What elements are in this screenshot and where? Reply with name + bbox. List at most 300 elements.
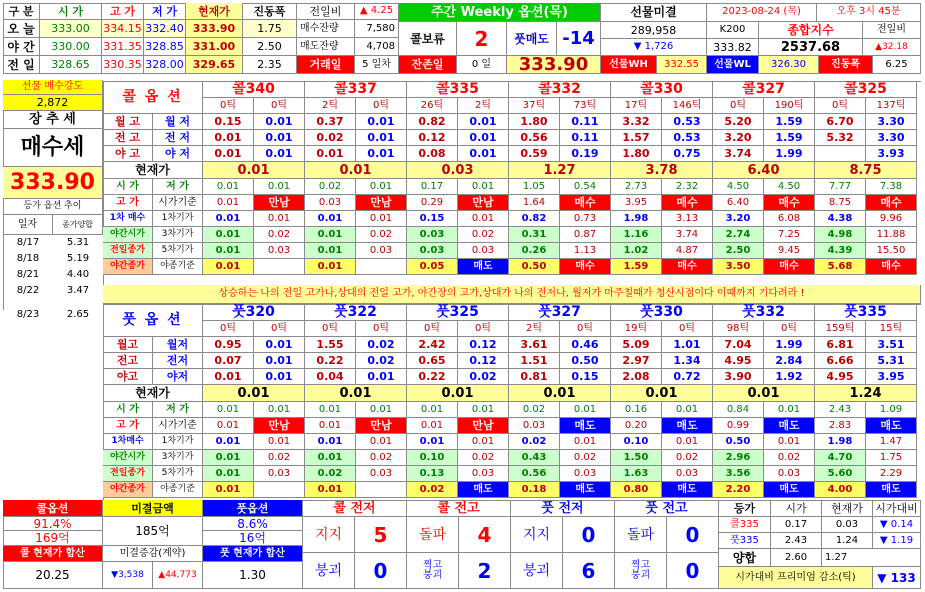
strike-high: 0.95	[203, 337, 254, 353]
m-label-b: 1차기가	[153, 434, 203, 450]
put-cnt: 16억	[203, 531, 303, 546]
k200: 333.82	[707, 39, 759, 56]
header-5: 진동폭	[243, 3, 297, 20]
row-value: 2.35	[243, 56, 297, 74]
strike-m-b: 매도	[662, 482, 713, 498]
signal-bot-label: 붕괴	[511, 553, 563, 589]
strike-low: 0.01	[356, 130, 407, 146]
strike-m-a: 3.56	[713, 466, 764, 482]
call-hold-label: 콜보류	[399, 22, 457, 56]
signal-title: 콜 전저	[303, 500, 407, 517]
strike-m-a: 0.01	[203, 482, 254, 498]
eq-head: 현재가	[822, 500, 873, 517]
strike-m-a: 2.96	[713, 450, 764, 466]
strike-highv: 0.01	[407, 418, 458, 434]
strike-high: 2.97	[611, 353, 662, 369]
strike-tick-a: 26틱	[407, 98, 458, 114]
strike-lowv: 0.54	[560, 179, 611, 195]
label-high: 전고	[103, 353, 153, 369]
tick-sum: 4.40	[66, 269, 90, 280]
strike-m-a: 0.18	[509, 482, 560, 498]
header-0: 구 분	[3, 3, 40, 20]
strike-name: 콜327	[713, 81, 815, 98]
strike-name: 풋320	[203, 304, 305, 321]
strike-m-b	[356, 482, 407, 498]
strike-tick-b: 0틱	[458, 321, 509, 337]
strike-low: 0.01	[254, 353, 305, 369]
signal-bot-label: 찍고 붕괴	[407, 553, 459, 589]
strike-low: 5.31	[866, 353, 917, 369]
strike-tick-b: 0틱	[254, 321, 305, 337]
strike-low: 0.01	[254, 130, 305, 146]
strike-high: 0.15	[203, 114, 254, 130]
strike-high: 1.57	[611, 130, 662, 146]
signal-top-label: 돌파	[407, 517, 459, 553]
header-6: 전일비	[297, 3, 355, 20]
strike-tick-a: 0틱	[407, 321, 458, 337]
strike-low: 3.51	[866, 337, 917, 353]
strike-high: 6.66	[815, 353, 866, 369]
strike-open: 0.01	[203, 179, 254, 195]
strike-low: 3.30	[866, 130, 917, 146]
strike-m-b: 4.87	[662, 243, 713, 259]
strike-m-b: 0.01	[356, 434, 407, 450]
strike-m-a: 0.02	[509, 434, 560, 450]
remain-day: 0 일	[457, 56, 507, 74]
strike-high: 0.56	[509, 130, 560, 146]
strike-highv: 0.01	[305, 418, 356, 434]
row-value: 328.85	[144, 38, 186, 56]
strike-current: 0.01	[509, 385, 611, 402]
row-label: 오 늘	[3, 20, 40, 38]
m-label-b: 야종기준	[153, 482, 203, 498]
m-label-b: 야종기준	[153, 259, 203, 275]
put-title: 풋 옵 션	[103, 304, 203, 337]
put-sum: 1.30	[203, 562, 303, 589]
prev-label: 전일비	[863, 22, 921, 39]
m-label-a: 1차 매수	[103, 211, 153, 227]
strike-low: 0.12	[458, 337, 509, 353]
row-value: 328.00	[144, 56, 186, 74]
put-sum-label: 풋 현재가 합산	[203, 546, 303, 562]
put-pct: 8.6%	[203, 517, 303, 531]
strike-m-a: 4.70	[815, 450, 866, 466]
strike-m-b: 0.03	[764, 466, 815, 482]
tick-date: 8/21	[16, 269, 40, 280]
m-label-a: 전일종가	[103, 466, 153, 482]
strike-current: 0.03	[407, 162, 509, 179]
strike-signal: 매수	[560, 195, 611, 211]
strike-m-a: 1.16	[611, 227, 662, 243]
strike-lowv: 0.01	[356, 179, 407, 195]
strike-low: 0.01	[356, 114, 407, 130]
tick-sum: 5.19	[66, 253, 90, 264]
strike-high: 0.01	[203, 369, 254, 385]
strike-high: 0.01	[203, 146, 254, 162]
trend: 매수세	[3, 129, 103, 167]
strike-m-b: 0.02	[458, 227, 509, 243]
open-change-label: 미결증감(계약)	[103, 546, 203, 562]
label-low: 전 저	[153, 130, 203, 146]
low-label: 저 가	[153, 179, 203, 195]
buy-remain-label: 매수잔량	[297, 20, 355, 38]
fut-open-change: ▼ 1,726	[601, 39, 707, 56]
strike-open: 0.02	[509, 402, 560, 418]
strike-m-a: 0.01	[203, 466, 254, 482]
strike-m-b: 매도	[764, 482, 815, 498]
row-value: 330.35	[102, 56, 144, 74]
strike-m-b: 매수	[764, 259, 815, 275]
strike-m-a: 4.39	[815, 243, 866, 259]
eq-cell: 0.17	[771, 517, 822, 533]
trade-day: 5 일차	[355, 56, 399, 74]
strike-m-a: 0.01	[203, 243, 254, 259]
strike-high: 4.95	[815, 369, 866, 385]
cur-label: 현재가	[103, 162, 203, 179]
strike-low: 0.53	[662, 114, 713, 130]
strike-m-a: 0.03	[407, 227, 458, 243]
eq-cell: 2.43	[771, 533, 822, 549]
put-sell: -14	[557, 22, 601, 56]
strike-m-a: 0.03	[407, 243, 458, 259]
signal-bot-value: 2	[459, 553, 511, 589]
tick-sum: 2.65	[66, 309, 90, 320]
strike-low: 0.01	[458, 146, 509, 162]
strike-tick-b: 73틱	[560, 98, 611, 114]
row-value: 331.00	[186, 38, 243, 56]
strike-low: 0.50	[560, 353, 611, 369]
strike-tick-a: 0틱	[203, 98, 254, 114]
strike-low: 0.02	[458, 369, 509, 385]
strike-m-b: 매수	[560, 259, 611, 275]
signal-top-label: 돌파	[615, 517, 667, 553]
strike-m-b: 매도	[458, 482, 509, 498]
strike-m-b: 0.01	[458, 211, 509, 227]
m-label-a: 야간종가	[103, 482, 153, 498]
row-value: 332.40	[144, 20, 186, 38]
strike-tick-a: 2틱	[305, 98, 356, 114]
cur-label: 현재가	[103, 385, 203, 402]
strike-name: 콜325	[815, 81, 917, 98]
strike-low: 0.02	[356, 353, 407, 369]
strike-name: 풋335	[815, 304, 917, 321]
dashboard	[3, 3, 921, 589]
high-label: 고 가	[103, 418, 153, 434]
strike-m-a: 0.01	[305, 482, 356, 498]
composite: 2537.68	[759, 39, 863, 56]
strike-high: 2.42	[407, 337, 458, 353]
row-value: 334.15	[102, 20, 144, 38]
strike-lowv: 0.01	[662, 402, 713, 418]
strike-m-b: 0.03	[458, 243, 509, 259]
strike-name: 콜337	[305, 81, 407, 98]
strike-m-b: 1.13	[560, 243, 611, 259]
row-value: 329.65	[186, 56, 243, 74]
strike-tick-a: 2틱	[509, 321, 560, 337]
open-label: 시 가	[103, 402, 153, 418]
label-low: 전저	[153, 353, 203, 369]
eq-cell: ▼ 1.19	[873, 533, 921, 549]
strike-m-b: 매수	[866, 259, 917, 275]
label-high: 야 고	[103, 146, 153, 162]
strike-open: 0.02	[305, 179, 356, 195]
openbase-label: 시가기준	[153, 418, 203, 434]
strike-signal: 매도	[662, 418, 713, 434]
label-high: 전 고	[103, 130, 153, 146]
header-change: ▲ 4.25	[355, 3, 399, 20]
strike-name: 풋332	[713, 304, 815, 321]
strike-m-a: 0.43	[509, 450, 560, 466]
strike-low: 3.93	[866, 146, 917, 162]
strike-m-b: 0.02	[356, 227, 407, 243]
strike-lowv: 0.01	[254, 179, 305, 195]
strike-lowv: 0.01	[560, 402, 611, 418]
m-label-a: 야간종가	[103, 259, 153, 275]
strike-low: 1.34	[662, 353, 713, 369]
strike-m-a: 0.15	[407, 211, 458, 227]
strike-m-b: 0.03	[254, 243, 305, 259]
strike-m-b: 1.47	[866, 434, 917, 450]
strike-signal: 만남	[356, 195, 407, 211]
strike-m-a: 0.01	[305, 211, 356, 227]
strike-m-a: 0.10	[407, 450, 458, 466]
m-label-b: 3차기가	[153, 450, 203, 466]
strike-high: 0.22	[407, 369, 458, 385]
strike-high: 3.32	[611, 114, 662, 130]
row-value: 328.65	[40, 56, 102, 74]
strike-m-a: 2.74	[713, 227, 764, 243]
strike-high: 0.01	[203, 130, 254, 146]
strike-lowv: 1.09	[866, 402, 917, 418]
tick-date: 8/22	[16, 285, 40, 296]
strike-lowv: 0.01	[458, 179, 509, 195]
strike-high: 3.61	[509, 337, 560, 353]
strike-highv: 1.64	[509, 195, 560, 211]
strike-m-a: 2.20	[713, 482, 764, 498]
strength: 2,872	[3, 95, 103, 111]
eq-cell: 1.24	[822, 533, 873, 549]
strike-m-a: 1.63	[611, 466, 662, 482]
strike-m-b: 0.73	[560, 211, 611, 227]
strike-high: 6.70	[815, 114, 866, 130]
strike-tick-b: 0틱	[356, 98, 407, 114]
call-cnt: 169억	[3, 531, 103, 546]
m-label-a: 야간시가	[103, 450, 153, 466]
strike-open: 2.73	[611, 179, 662, 195]
strike-high: 2.08	[611, 369, 662, 385]
strike-name: 콜340	[203, 81, 305, 98]
fut-open: 289,958	[601, 22, 707, 39]
strike-high: 0.37	[305, 114, 356, 130]
m-label-a: 1차매수	[103, 434, 153, 450]
strike-highv: 0.03	[305, 195, 356, 211]
strike-m-b: 0.02	[560, 450, 611, 466]
eq-cell: 0.03	[822, 517, 873, 533]
strike-low: 0.11	[560, 130, 611, 146]
strike-low: 2.84	[764, 353, 815, 369]
strike-m-a: 3.50	[713, 259, 764, 275]
open-amt-label: 미결금액	[103, 500, 203, 517]
strike-low: 0.75	[662, 146, 713, 162]
strike-m-a: 0.13	[407, 466, 458, 482]
fut-open-label: 선물미결	[601, 3, 707, 22]
signal-bot-label: 찍고 붕괴	[615, 553, 667, 589]
strike-m-a: 1.59	[611, 259, 662, 275]
strike-tick-b: 0틱	[356, 321, 407, 337]
label-low: 야저	[153, 369, 203, 385]
signal-top-value: 4	[459, 517, 511, 553]
strike-highv: 6.40	[713, 195, 764, 211]
tick-date: 8/18	[16, 253, 40, 264]
tick-head-sum: 종가양합	[53, 215, 103, 235]
strike-low: 1.99	[764, 146, 815, 162]
strike-m-a: 2.50	[713, 243, 764, 259]
strike-m-b	[254, 482, 305, 498]
both-a: 2.60	[771, 549, 822, 567]
row-value: 1.75	[243, 20, 297, 38]
strike-m-b: 0.01	[356, 211, 407, 227]
strike-m-b: 0.87	[560, 227, 611, 243]
strike-low: 0.01	[356, 369, 407, 385]
strike-current: 3.78	[611, 162, 713, 179]
strike-tick-b: 0틱	[254, 98, 305, 114]
tick-sum: 3.47	[66, 285, 90, 296]
strike-tick-a: 0틱	[203, 321, 254, 337]
strike-highv: 0.01	[203, 418, 254, 434]
banner: 상승하는 나의 전일 고가나,상대의 전일 고가, 야간장의 고가,상대가 나의 전저나, 월저가 마주칠때가 청산시점이다 이때까지 기다려라 !	[103, 285, 921, 304]
strike-m-b: 11.88	[866, 227, 917, 243]
strike-low: 0.46	[560, 337, 611, 353]
label-low: 월저	[153, 337, 203, 353]
strike-low: 0.15	[560, 369, 611, 385]
eq-cell: 콜335	[719, 517, 771, 533]
strike-low: 0.01	[458, 114, 509, 130]
strike-name: 풋325	[407, 304, 509, 321]
strike-m-a: 0.26	[509, 243, 560, 259]
tick-date: 8/17	[16, 237, 40, 248]
trade-day-label: 거래일	[297, 56, 355, 74]
header-4: 현재가	[186, 3, 243, 20]
strike-low: 0.11	[560, 114, 611, 130]
row-value: 2.50	[243, 38, 297, 56]
strike-m-a: 0.56	[509, 466, 560, 482]
eq-cell: 풋335	[719, 533, 771, 549]
strike-m-b: 0.01	[254, 434, 305, 450]
strike-m-b: 9.96	[866, 211, 917, 227]
strike-open: 2.43	[815, 402, 866, 418]
m-label-b: 5차기가	[153, 466, 203, 482]
sell-remain: 4,708	[355, 38, 399, 56]
strike-current: 8.75	[815, 162, 917, 179]
strike-low: 0.01	[254, 114, 305, 130]
strike-m-b: 0.03	[356, 466, 407, 482]
left-price: 333.90	[3, 167, 103, 199]
prev-change: ▲32.18	[863, 39, 921, 56]
strike-low: 0.02	[356, 337, 407, 353]
header-3: 저 가	[144, 3, 186, 20]
signal-top-value: 0	[667, 517, 719, 553]
trend-label: 장 추 세	[3, 111, 103, 129]
strike-open: 0.01	[305, 402, 356, 418]
m-label-a: 전일종가	[103, 243, 153, 259]
strike-lowv: 0.01	[356, 402, 407, 418]
strike-highv: 0.99	[713, 418, 764, 434]
strike-m-a: 0.01	[203, 434, 254, 450]
strike-tick-a: 37틱	[509, 98, 560, 114]
eq-cell: ▼ 0.14	[873, 517, 921, 533]
strike-name: 콜335	[407, 81, 509, 98]
strike-m-b: 2.29	[866, 466, 917, 482]
strike-high: 5.20	[713, 114, 764, 130]
row-value: 330.00	[40, 38, 102, 56]
row-label: 전 일	[3, 56, 40, 74]
tick-title: 등가 옵션 추이	[3, 199, 103, 215]
strike-signal: 매수	[662, 195, 713, 211]
strike-m-a: 0.01	[407, 434, 458, 450]
strike-high: 7.04	[713, 337, 764, 353]
strike-high: 6.81	[815, 337, 866, 353]
call-sum-label: 콜 현재가 합산	[3, 546, 103, 562]
premium-label: 시가대비 프리미엄 감소(틱)	[719, 567, 873, 589]
strike-m-a: 0.01	[305, 450, 356, 466]
strike-m-b: 0.02	[356, 450, 407, 466]
strike-open: 4.50	[713, 179, 764, 195]
strike-name: 콜330	[611, 81, 713, 98]
strike-signal: 만남	[458, 418, 509, 434]
weekly-title: 주간 Weekly 옵션(목)	[399, 3, 601, 22]
strike-highv: 0.29	[407, 195, 458, 211]
open-label: 시 가	[103, 179, 153, 195]
strike-low: 0.01	[254, 337, 305, 353]
strike-tick-a: 0틱	[305, 321, 356, 337]
strike-lowv: 7.38	[866, 179, 917, 195]
row-value: 333.00	[40, 20, 102, 38]
strike-m-b: 0.02	[458, 450, 509, 466]
strike-highv: 0.20	[611, 418, 662, 434]
strike-low: 0.01	[254, 369, 305, 385]
strike-m-b: 0.01	[254, 211, 305, 227]
strike-m-a: 0.02	[407, 482, 458, 498]
strike-current: 0.01	[203, 385, 305, 402]
strike-low: 1.99	[764, 337, 815, 353]
strike-lowv: 0.01	[254, 402, 305, 418]
strike-low: 0.19	[560, 146, 611, 162]
strike-tick-b: 0틱	[764, 321, 815, 337]
strike-low: 0.01	[458, 130, 509, 146]
date: 2023-08-24 (목)	[707, 3, 817, 22]
strike-m-a: 0.01	[203, 450, 254, 466]
signal-bot-value: 0	[355, 553, 407, 589]
strike-low: 1.59	[764, 114, 815, 130]
strike-m-b: 0.03	[560, 466, 611, 482]
time: 오후 3시 45분	[817, 3, 921, 22]
premium: ▼ 133	[873, 567, 921, 589]
signal-title: 풋 전저	[511, 500, 615, 517]
strike-m-a: 4.00	[815, 482, 866, 498]
high-label: 고 가	[103, 195, 153, 211]
strike-m-b: 7.25	[764, 227, 815, 243]
strike-m-a: 0.01	[203, 227, 254, 243]
tick-head-date: 일자	[3, 215, 53, 235]
strike-m-a: 4.38	[815, 211, 866, 227]
strike-open: 0.16	[611, 402, 662, 418]
strike-open: 0.84	[713, 402, 764, 418]
row-value: 333.90	[186, 20, 243, 38]
strike-m-a: 5.60	[815, 466, 866, 482]
openbase-label: 시가기준	[153, 195, 203, 211]
strike-m-b: 매도	[866, 482, 917, 498]
strike-m-b: 0.03	[458, 466, 509, 482]
